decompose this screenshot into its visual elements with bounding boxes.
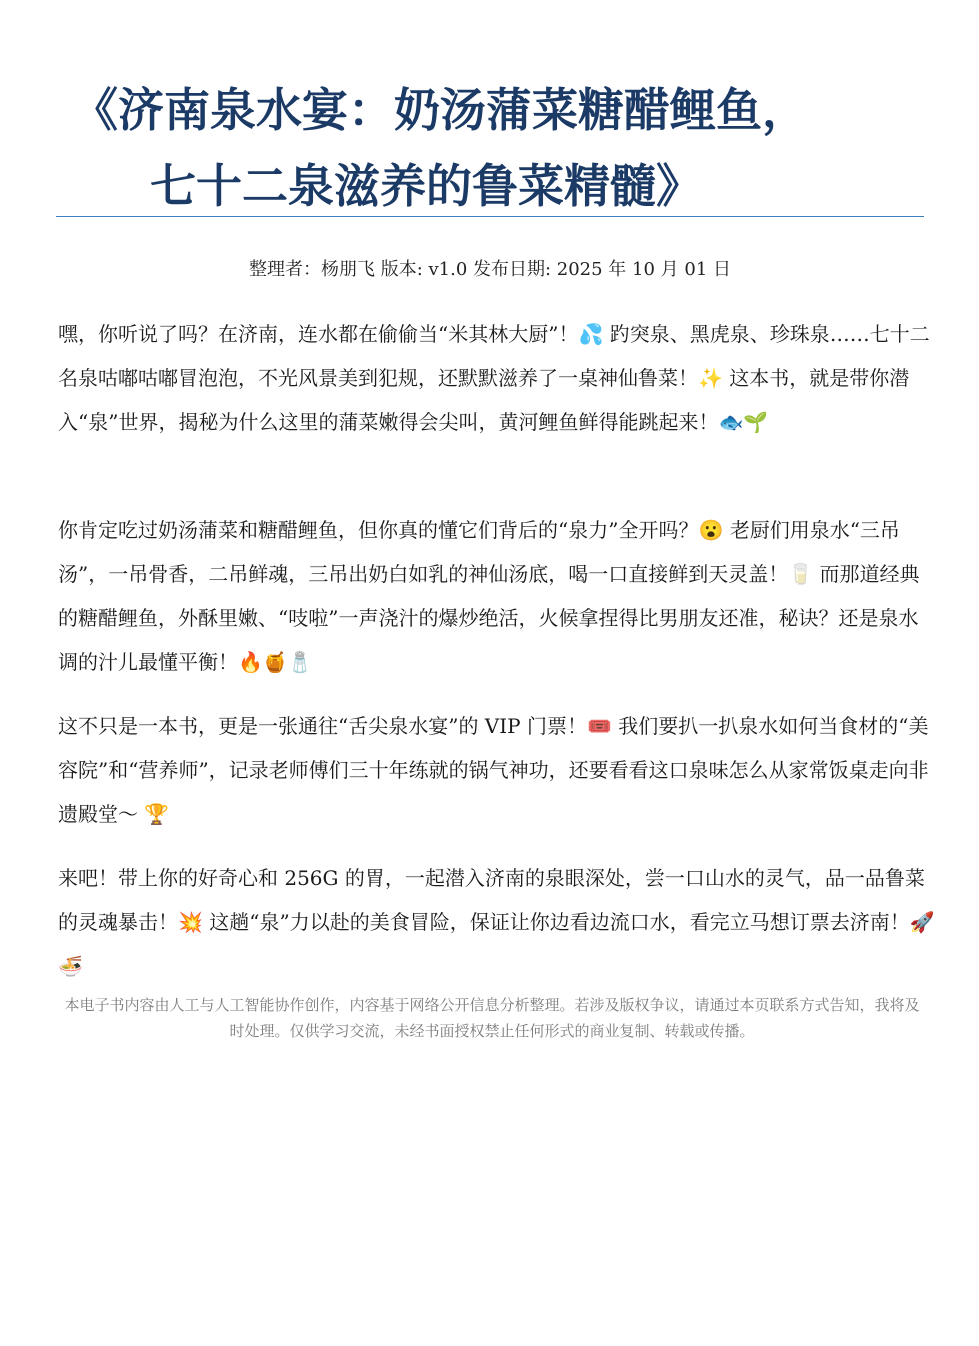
title-line-1: 《济南泉水宴：奶汤蒲菜糖醋鲤鱼， [72,83,808,137]
paragraph-dishes: 你肯定吃过奶汤蒲菜和糖醋鲤鱼，但你真的懂它们背后的“泉力”全开吗？😮 老厨们用泉水“三吊汤”，一吊骨香，二吊鲜魂，三吊出奶白如乳的神仙汤底，喝一口直接鲜到天灵盖！🥛 而那道经典的糖醋鲤鱼，外酥里嫩、“吱啦”一声浇汁的爆炒绝活，火候拿捏得比男朋友还准，秘诀？还是泉水调的汁儿最懂平衡！🔥🍯🧂 [58,518,920,674]
title-divider [56,216,924,217]
copyright-disclaimer: 本电子书内容由人工与人工智能协作创作，内容基于网络公开信息分析整理。若涉及版权争议，请通过本页联系方式告知，我将及时处理。仅供学习交流，未经书面授权禁止任何形式的商业复制、转载或传播。 [64,996,920,1040]
title-line-2: 七十二泉滋养的鲁菜精髓》 [150,159,702,213]
document-body [58,312,938,1008]
document-title [58,72,958,224]
paragraph-invitation: 来吧！带上你的好奇心和 256G 的胃，一起潜入济南的泉眼深处，尝一口山水的灵气，品一品鲁菜的灵魂暴击！💥 这趟“泉”力以赴的美食冒险，保证让你边看边流口水，看完立马想订票去济南！🚀🍜 [58,866,935,978]
document-meta: 整理者：杨朋飞 版本: v1.0 发布日期: 2025 年 10 月 01 日 [248,259,732,280]
paragraph-intro: 嘿，你听说了吗？在济南，连水都在偷偷当“米其林大厨”！💦 趵突泉、黑虎泉、珍珠泉……七十二名泉咕嘟咕嘟冒泡泡，不光风景美到犯规，还默默滋养了一桌神仙鲁菜！✨ 这本书，就是带你潜入“泉”世界，揭秘为什么这里的蒲菜嫩得会尖叫，黄河鲤鱼鲜得能跳起来！🐟🌱 [58,322,930,434]
paragraph-ticket: 这不只是一本书，更是一张通往“舌尖泉水宴”的 VIP 门票！🎟️ 我们要扒一扒泉水如何当食材的“美容院”和“营养师”，记录老师傅们三十年练就的锅气神功，还要看看这口泉味怎么从家常饭桌走向非遗殿堂～ 🏆 [58,714,929,826]
